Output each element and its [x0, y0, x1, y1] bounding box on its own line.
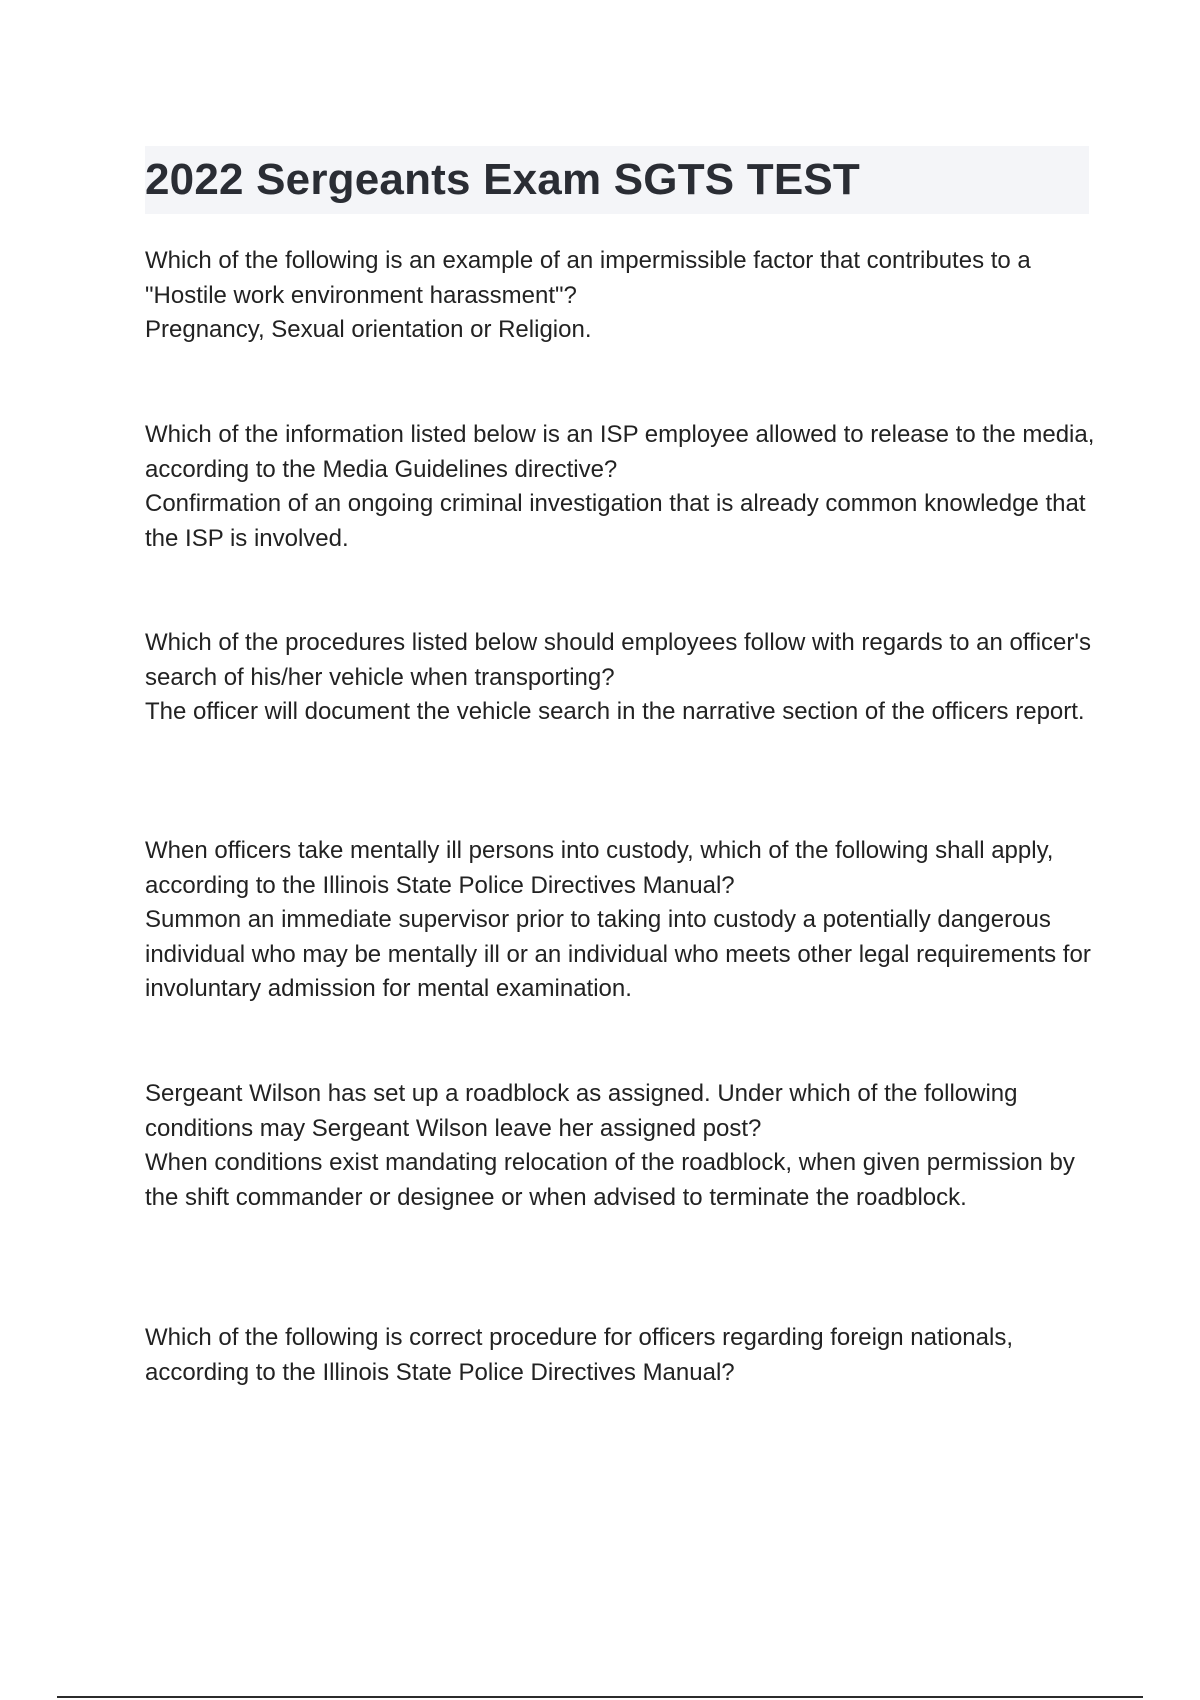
qa-item [145, 626, 1095, 730]
question-text: When officers take mentally ill persons into custody, which of the following shall apply, according to the Illinois State Police Directives Manual? [145, 837, 1054, 899]
page-title: 2022 Sergeants Exam SGTS TEST [145, 155, 860, 204]
answer-text: Confirmation of an ongoing criminal investigation that is already common knowledge that the ISP is involved. [145, 490, 1086, 552]
qa-item [145, 1077, 1095, 1215]
qa-item [145, 834, 1095, 1007]
question-text: Which of the following is correct procedure for officers regarding foreign nationals, according to the Illinois State Police Directives Manual? [145, 1324, 1013, 1386]
qa-item [145, 244, 1095, 348]
question-text: Which of the procedures listed below should employees follow with regards to an officer's search of his/her vehicle when transporting? [145, 629, 1091, 691]
answer-text: Pregnancy, Sexual orientation or Religion. [145, 316, 592, 344]
title-banner [145, 146, 1089, 214]
qa-item [145, 1321, 1095, 1390]
answer-text: The officer will document the vehicle search in the narrative section of the officers report. [145, 698, 1085, 726]
answer-text: When conditions exist mandating relocation of the roadblock, when given permission by the shift commander or designee or when advised to terminate the roadblock. [145, 1149, 1075, 1211]
question-text: Sergeant Wilson has set up a roadblock as assigned. Under which of the following conditions may Sergeant Wilson leave her assigned post? [145, 1080, 1018, 1142]
answer-text: Summon an immediate supervisor prior to taking into custody a potentially dangerous individual who may be mentally ill or an individual who meets other legal requirements for involuntary admission for mental examination. [145, 906, 1091, 1003]
question-text: Which of the following is an example of an impermissible factor that contributes to a "Hostile work environment harassment"? [145, 247, 1031, 309]
footer-divider [57, 1696, 1143, 1698]
qa-item [145, 418, 1095, 556]
question-text: Which of the information listed below is an ISP employee allowed to release to the media, according to the Media Guidelines directive? [145, 421, 1095, 483]
